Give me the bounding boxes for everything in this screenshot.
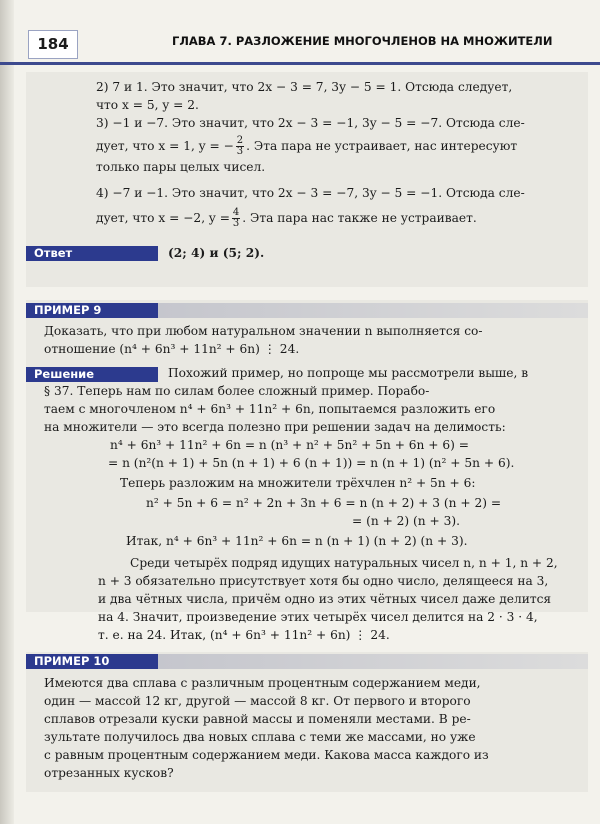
example9-rule [158,303,588,318]
solution-line3: таем с многочленом n⁴ + 6n³ + 11n² + 6n, попытаемся разложить его [44,402,496,416]
solution-eq1: n⁴ + 6n³ + 11n² + 6n = n (n³ + n² + 5n² + 5n + 6n + 6) = [110,438,469,452]
example10-line4: зультате получилось два новых сплава с теми же массами, но уже [44,730,476,744]
page-number: 184 [28,30,78,59]
example9-task-line1: Доказать, что при любом натуральном значении n выполняется со- [44,324,483,338]
header-rule [0,62,600,65]
example10-line6: отрезанных кусков? [44,766,174,780]
fraction-denominator: 3 [232,218,240,229]
case3-line2-end: . Эта пара не устраивает, нас интересуют [246,139,518,153]
solution-line2: § 37. Теперь нам по силам более сложный пример. Порабо- [44,384,430,398]
answer-label: Ответ [26,246,158,261]
solution-line11: т. е. на 24. Итак, (n⁴ + 6n³ + 11n² + 6n) ⋮ 24. [98,628,390,642]
answer-text: (2; 4) и (5; 2). [168,246,265,260]
case4-line2-start: дует, что x = −2, y = [96,211,230,225]
case2-line2: что x = 5, y = 2. [96,98,199,112]
example10-line1: Имеются два сплава с различным процентным содержанием меди, [44,676,481,690]
example10-line3: сплавов отрезали куски равной массы и поменяли местами. В ре- [44,712,471,726]
case3-line3: только пары целых чисел. [96,160,266,174]
solution-eq4: = (n + 2) (n + 3). [352,514,460,528]
example10-line2: один — массой 12 кг, другой — массой 8 кг. От первого и второго [44,694,471,708]
solution-label: Решение [26,367,158,382]
example9-label: ПРИМЕР 9 [26,303,158,318]
example10-rule [158,654,588,669]
solution-line10: на 4. Значит, произведение этих четырёх чисел делится на 2 · 3 · 4, [98,610,538,624]
fraction-numerator: 2 [236,135,244,146]
example9-task-line2: отношение (n⁴ + 6n³ + 11n² + 6n) ⋮ 24. [44,342,300,356]
fraction-two-thirds [236,136,244,157]
page-binding-shadow [0,0,14,824]
case2-line1: 2) 7 и 1. Это значит, что 2x − 3 = 7, 3y − 5 = 1. Отсюда следует, [96,80,513,94]
solution-line1: Похожий пример, но попроще мы рассмотрели выше, в [168,366,529,380]
case4-line1: 4) −7 и −1. Это значит, что 2x − 3 = −7, 3y − 5 = −1. Отсюда сле- [96,186,525,200]
solution-line7: Среди четырёх подряд идущих натуральных чисел n, n + 1, n + 2, [130,556,558,570]
example10-line5: с равным процентным содержанием меди. Какова масса каждого из [44,748,489,762]
solution-line4: на множители — это всегда полезно при решении задач на делимость: [44,420,506,434]
case3-line2 [96,136,517,157]
chapter-title: ГЛАВА 7. РАЗЛОЖЕНИЕ МНОГОЧЛЕНОВ НА МНОЖИТЕЛИ [172,34,553,48]
solution-eq2: = n (n²(n + 1) + 5n (n + 1) + 6 (n + 1)) = n (n + 1) (n² + 5n + 6). [108,456,515,470]
solution-line6: Итак, n⁴ + 6n³ + 11n² + 6n = n (n + 1) (n + 2) (n + 3). [126,534,468,548]
solution-line5: Теперь разложим на множители трёхчлен n² + 5n + 6: [120,476,476,490]
example10-label: ПРИМЕР 10 [26,654,158,669]
solution-line9: и два чётных числа, причём одно из этих чётных чисел даже делится [98,592,552,606]
case3-line2-start: дует, что x = 1, y = − [96,139,234,153]
page-header [0,30,600,58]
solution-line8: n + 3 обязательно присутствует хотя бы одно число, делящееся на 3, [98,574,549,588]
fraction-denominator: 3 [236,146,244,157]
case3-line1: 3) −1 и −7. Это значит, что 2x − 3 = −1, 3y − 5 = −7. Отсюда сле- [96,116,525,130]
fraction-four-thirds [232,208,240,229]
fraction-numerator: 4 [232,207,240,218]
solution-eq3: n² + 5n + 6 = n² + 2n + 3n + 6 = n (n + 2) + 3 (n + 2) = [146,496,502,510]
case4-line2-end: . Эта пара нас также не устраивает. [242,211,477,225]
case4-line2 [96,208,477,229]
